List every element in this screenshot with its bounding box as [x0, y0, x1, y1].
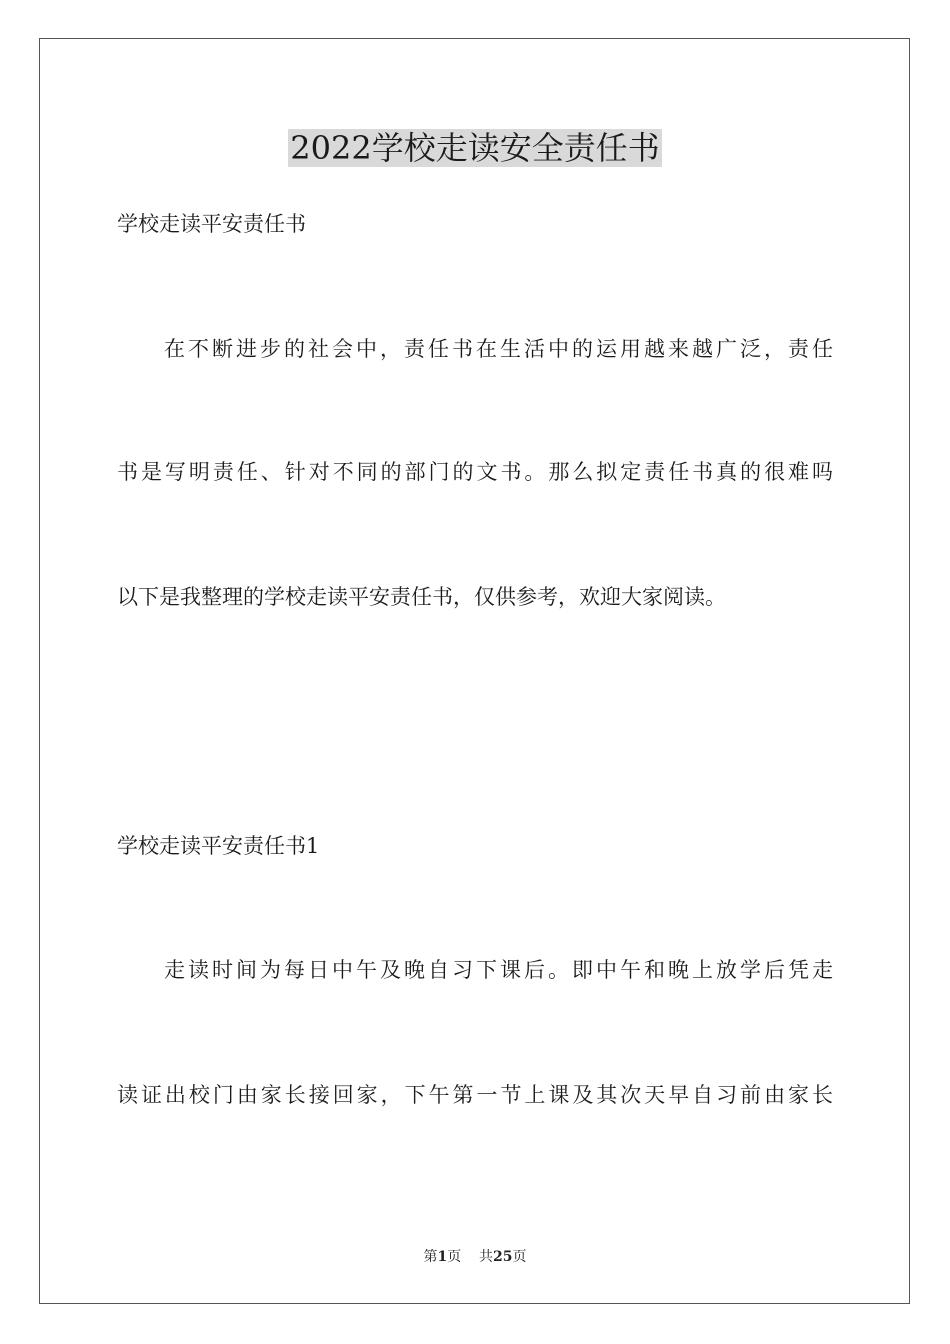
footer-page-suffix: 页 [447, 1249, 462, 1265]
footer-total-prefix: 共 [479, 1249, 494, 1265]
footer-page-prefix: 第 [423, 1249, 438, 1265]
footer-total-suffix: 页 [512, 1249, 527, 1265]
footer-page-current: 1 [437, 1249, 448, 1265]
document-title-text: 2022学校走读安全责任书 [290, 129, 660, 167]
section-heading: 学校走读平安责任书 [117, 212, 306, 236]
document-title [0, 126, 950, 170]
section-heading: 学校走读平安责任书1 [117, 834, 320, 858]
paragraph-line: 走读时间为每日中午及晚自习下课后。即中午和晚上放学后凭走 [164, 958, 833, 982]
page-footer [0, 1247, 950, 1267]
footer-page-total: 25 [493, 1249, 513, 1265]
paragraph-line: 在不断进步的社会中，责任书在生活中的运用越来越广泛，责任 [164, 337, 833, 361]
paragraph-line: 读证出校门由家长接回家，下午第一节上课及其次天早自习前由家长 [117, 1083, 833, 1107]
paragraph-line: 以下是我整理的学校走读平安责任书，仅供参考，欢迎大家阅读。 [117, 585, 726, 609]
paragraph-line: 书是写明责任、针对不同的部门的文书。那么拟定责任书真的很难吗 [117, 460, 833, 484]
